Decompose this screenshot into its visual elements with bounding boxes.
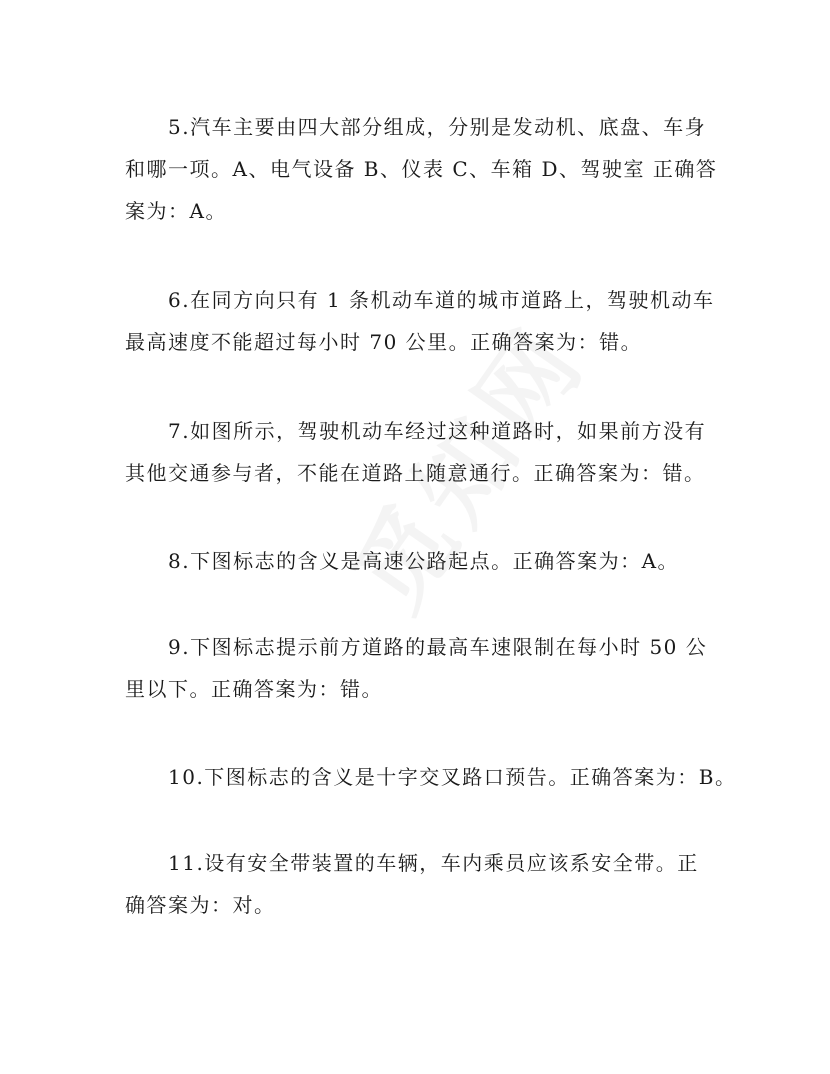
question-line: 最高速度不能超过每小时 70 公里。正确答案为：错。 xyxy=(125,330,643,354)
question-line: 11.设有安全带装置的车辆，车内乘员应该系安全带。正 xyxy=(168,851,699,875)
question-line: 其他交通参与者，不能在道路上随意通行。正确答案为：错。 xyxy=(125,461,706,485)
question-line: 10.下图标志的含义是十字交叉路口预告。正确答案为：B。 xyxy=(168,765,737,789)
question-10 xyxy=(125,756,737,798)
question-line: 里以下。正确答案为：错。 xyxy=(125,677,383,701)
question-line: 9.下图标志提示前方道路的最高车速限制在每小时 50 公 xyxy=(168,635,708,659)
question-line: 确答案为：对。 xyxy=(125,893,276,917)
question-line: 5.汽车主要由四大部分组成，分别是发动机、底盘、车身 xyxy=(168,115,707,139)
question-9 xyxy=(125,626,725,710)
question-11 xyxy=(125,842,725,926)
question-line: 和哪一项。A、电气设备 B、仪表 C、车箱 D、驾驶室 正确答 xyxy=(125,157,718,181)
question-line: 6.在同方向只有 1 条机动车道的城市道路上，驾驶机动车 xyxy=(168,288,715,312)
question-line: 案为：A。 xyxy=(125,199,227,223)
question-6 xyxy=(125,279,725,363)
question-8 xyxy=(125,540,725,582)
question-7 xyxy=(125,410,725,494)
question-line: 7.如图所示，驾驶机动车经过这种道路时，如果前方没有 xyxy=(168,419,707,443)
question-line: 8.下图标志的含义是高速公路起点。正确答案为：A。 xyxy=(168,549,680,573)
question-5 xyxy=(125,106,725,232)
